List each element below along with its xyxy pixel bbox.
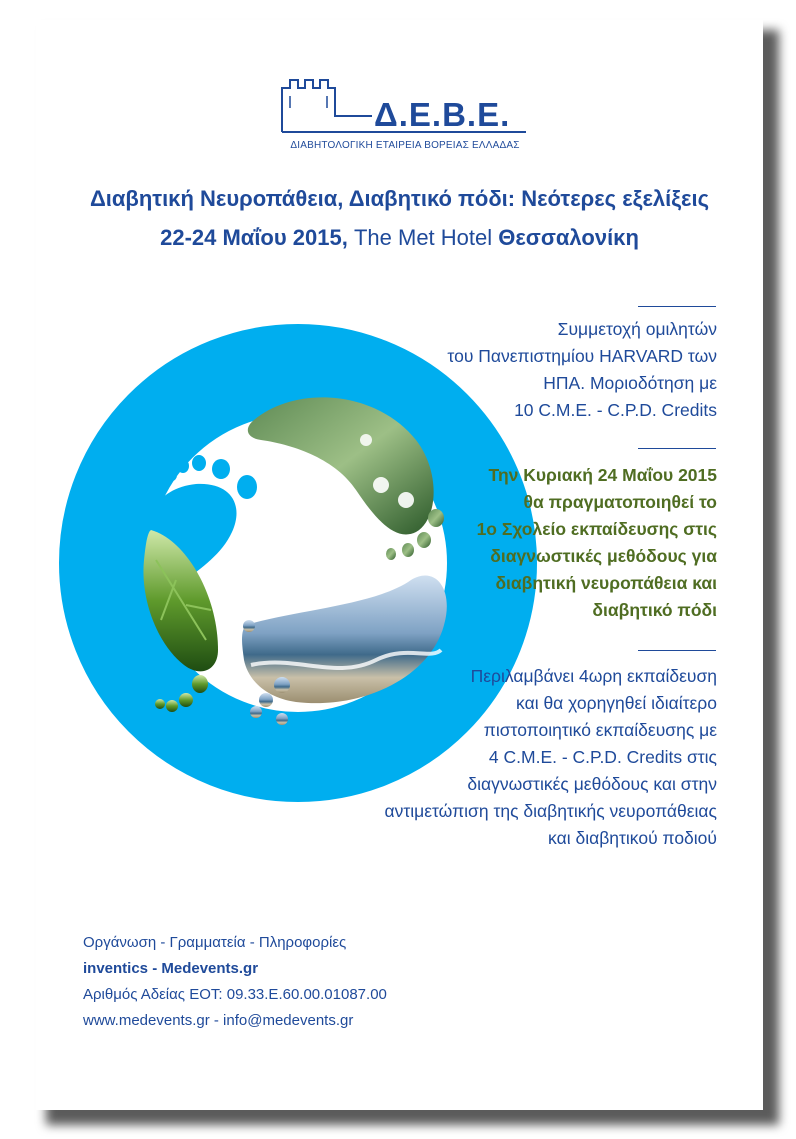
info-line: του Πανεπιστημίου HARVARD των xyxy=(447,346,717,366)
info-line: και διαβητικού ποδιού xyxy=(548,828,717,848)
divider-rule xyxy=(638,650,716,651)
event-title: Διαβητική Νευροπάθεια, Διαβητικό πόδι: Νεότερες εξελίξεις xyxy=(89,186,710,211)
info-line: διαγνωστικές μεθόδους και στην xyxy=(467,774,717,794)
logo-name: Δ.Ε.Β.Ε. xyxy=(374,96,511,133)
event-dates: 22-24 Μαΐου 2015, xyxy=(160,225,348,250)
event-city: Θεσσαλονίκη xyxy=(498,225,639,250)
info-line: Περιλαμβάνει 4ωρη εκπαίδευση xyxy=(470,666,717,686)
info-line: και θα χορηγηθεί ιδιαίτερο xyxy=(516,693,717,713)
footer-line: Οργάνωση - Γραμματεία - Πληροφορίες xyxy=(83,934,347,951)
info-line: διαβητικό πόδι xyxy=(592,600,717,620)
school-info xyxy=(477,462,717,624)
event-venue: The Met Hotel xyxy=(347,225,499,250)
info-line: θα πραγματοποιηθεί το xyxy=(523,492,717,512)
info-line: Συμμετοχή ομιλητών xyxy=(557,319,717,339)
info-line: διαγνωστικές μεθόδους για xyxy=(490,546,717,566)
organizer-footer xyxy=(83,930,387,1034)
training-info xyxy=(384,663,717,852)
organizer-name: inventics - Medevents.gr xyxy=(83,960,259,977)
logo-subtitle: ΔΙΑΒΗΤΟΛΟΓΙΚΗ ΕΤΑΙΡΕΙΑ ΒΟΡΕΙΑΣ ΕΛΛΑΔΑΣ xyxy=(290,140,520,151)
info-line: αντιμετώπιση της διαβητικής νευροπάθειας xyxy=(384,801,717,821)
info-line: 1ο Σχολείο εκπαίδευσης στις xyxy=(476,519,717,539)
info-line: 10 C.M.E. - C.P.D. Credits xyxy=(514,400,717,420)
poster-page xyxy=(36,20,763,1110)
info-line: διαβητική νευροπάθεια και xyxy=(495,573,717,593)
divider-rule xyxy=(638,306,716,307)
speakers-info xyxy=(447,316,717,424)
info-line: ΗΠΑ. Μοριοδότηση με xyxy=(543,373,717,393)
info-line: Την Κυριακή 24 Μαΐου 2015 xyxy=(488,465,717,485)
contact-links[interactable]: www.medevents.gr - info@medevents.gr xyxy=(83,1012,354,1029)
info-line: πιστοποιητικό εκπαίδευσης με xyxy=(483,720,717,740)
info-line: 4 C.M.E. - C.P.D. Credits στις xyxy=(488,747,717,767)
divider-rule xyxy=(638,448,716,449)
license-number: Αριθμός Αδείας ΕΟΤ: 09.33.Ε.60.00.01087.00 xyxy=(83,986,387,1003)
